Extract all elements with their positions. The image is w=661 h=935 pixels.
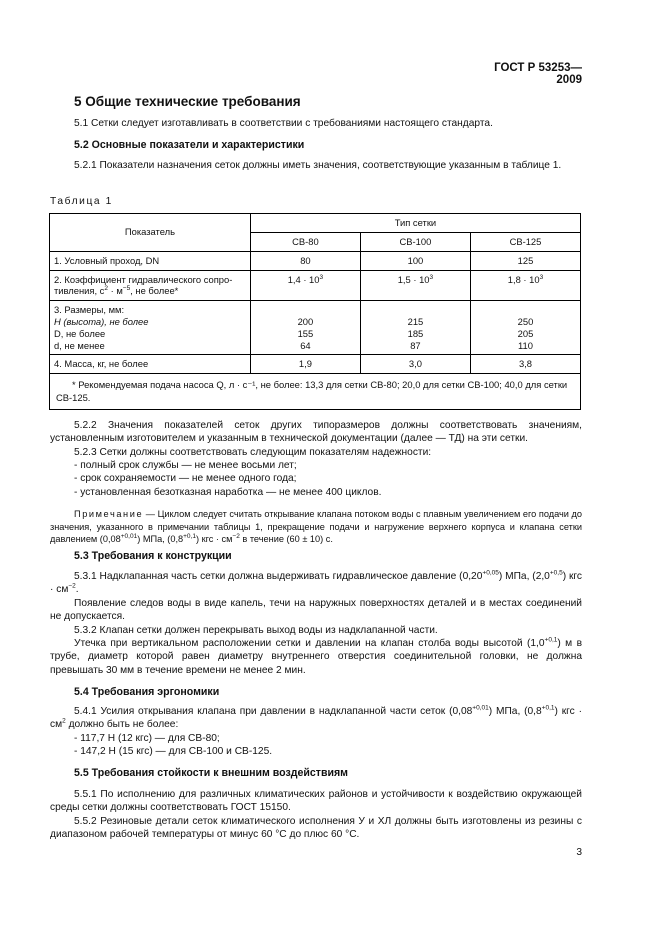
paragraph-5-2-1: 5.2.1 Показатели назначения сеток должны иметь значения, соответствующие указанным в таблице 1. xyxy=(74,160,562,171)
table-footnote-row xyxy=(50,374,581,410)
paragraph-5-3-1b: Появление следов воды в виде капель, течи на наружных поверхностях деталей и в местах соединений не допускается. xyxy=(50,598,582,623)
subsection-title-5-2: 5.2 Основные показатели и характеристики xyxy=(74,139,305,151)
row-label: 4. Масса, кг, не более xyxy=(50,355,251,374)
paragraph-5-4-1: 5.4.1 Усилия открывания клапана при давлении в надклапанной части сеток $(0,08^{+0,01})$ МПа, $(0,8^{+0,1})$ кгс · $см^2$ должно быть не более: xyxy=(50,704,582,731)
col-header-sv80: СВ-80 xyxy=(250,232,360,251)
row-label: 1. Условный проход, DN xyxy=(50,251,251,270)
table-row xyxy=(50,355,581,374)
list-item: - 117,7 Н (12 кгс) — для СВ-80; xyxy=(74,733,220,744)
paragraph-5-3-1: 5.3.1 Надклапанная часть сетки должна выдерживать гидравлическое давление $(0,20^{+0,05})$ МПа, $(2,0^{+0,5})$ кгс · $см^{-2}$. xyxy=(50,569,583,596)
cell-value: 250 205 110 xyxy=(470,301,580,355)
table-row xyxy=(50,301,581,355)
paragraph-5-5-1: 5.5.1 По исполнению для различных климатических районов и устойчивости к воздействию окружающей среды сетки должны соответствовать ГОСТ 15150. xyxy=(50,789,582,814)
paragraph-5-2-3: 5.2.3 Сетки должны соответствовать следующим показателям надежности: xyxy=(74,447,432,458)
table-1 xyxy=(49,213,581,410)
table-row xyxy=(50,270,581,301)
table-row xyxy=(50,251,581,270)
col-header-indicator: Показатель xyxy=(50,214,251,252)
col-header-sv125: СВ-125 xyxy=(470,232,580,251)
section-title: 5 Общие технические требования xyxy=(74,94,301,109)
cell-value: 3,8 xyxy=(470,355,580,374)
row-label: 3. Размеры, мм: H (высота), не более D, не более d, не менее xyxy=(50,301,251,355)
cell-value: 100 xyxy=(360,251,470,270)
table-footnote: * Рекомендуемая подача насоса Q, л · с⁻¹, не более: 13,3 для сетки СВ-80; 20,0 для сетки СВ-100; 40,0 для сетки СВ-125. xyxy=(50,374,581,410)
col-header-type: Тип сетки xyxy=(250,214,580,233)
note-label: Примечание xyxy=(74,509,144,519)
cell-value: 3,0 xyxy=(360,355,470,374)
paragraph-5-3-2b: Утечка при вертикальном расположении сетки и давлении на клапан столба воды высотой $(1,0^{+0,1})$ м в трубе, диаметр которой равен диаметру внутреннего отверстия соединительной головки, не должна превышать 30 мм в течение времени не менее 2 мин. xyxy=(50,636,582,676)
list-item: - полный срок службы — не менее восьми лет; xyxy=(74,460,297,471)
cell-value: 125 xyxy=(470,251,580,270)
cell-value: $1,8 \cdot 10^3$ xyxy=(470,270,580,301)
paragraph-5-5-2: 5.5.2 Резиновые детали сеток климатического исполнения У и ХЛ должны быть изготовлены из резины с диапазоном рабочей температуры от минус 60 °С до плюс 60 °С. xyxy=(50,816,582,841)
cell-value: 80 xyxy=(250,251,360,270)
subsection-title-5-4: 5.4 Требования эргономики xyxy=(74,686,220,698)
cell-value: $1,4 \cdot 10^3$ xyxy=(250,270,360,301)
page-number: 3 xyxy=(576,847,582,858)
row-label: 2. Коэффициент гидравлического сопро- тивления, $с^2 \cdot м^{-5}$, не более* xyxy=(50,270,251,301)
cell-value: 1,9 xyxy=(250,355,360,374)
cell-value: 200 155 64 xyxy=(250,301,360,355)
document-id: ГОСТ Р 53253—2009 xyxy=(494,62,582,86)
list-item: - 147,2 Н (15 кгс) — для СВ-100 и СВ-125. xyxy=(74,746,273,757)
list-item: - срок сохраняемости — не менее одного года; xyxy=(74,473,297,484)
cell-value: 215 185 87 xyxy=(360,301,470,355)
cell-value: $1,5 \cdot 10^3$ xyxy=(360,270,470,301)
col-header-sv100: СВ-100 xyxy=(360,232,470,251)
list-item: - установленная безотказная наработка — не менее 400 циклов. xyxy=(74,487,382,498)
table-caption: Таблица 1 xyxy=(50,196,113,207)
paragraph-5-2-2: 5.2.2 Значения показателей сеток других типоразмеров должны соответствовать значениям, установленным изготовителем и указанным в технической документации (далее — ТД) на эти сетки. xyxy=(50,420,582,445)
paragraph-5-3-2: 5.3.2 Клапан сетки должен перекрывать выход воды из надклапанной части. xyxy=(74,625,438,636)
note: Примечание — Циклом следует считать открывание клапана потоком воды с плавным увеличением его подачи до значения, указанного в примечании таблицы 1, прекращение подачи и нагружение верхнего корпуса и клапана сетки давлением $(0,08^{+0,01})$ МПа, $(0,8^{+0,1})$ кгс · $см^{-2}$ в течение (60 ± 10) с. xyxy=(50,509,582,545)
subsection-title-5-3: 5.3 Требования к конструкции xyxy=(74,550,232,562)
subsection-title-5-5: 5.5 Требования стойкости к внешним воздействиям xyxy=(74,767,349,779)
paragraph-5-1: 5.1 Сетки следует изготавливать в соответствии с требованиями настоящего стандарта. xyxy=(74,118,493,129)
